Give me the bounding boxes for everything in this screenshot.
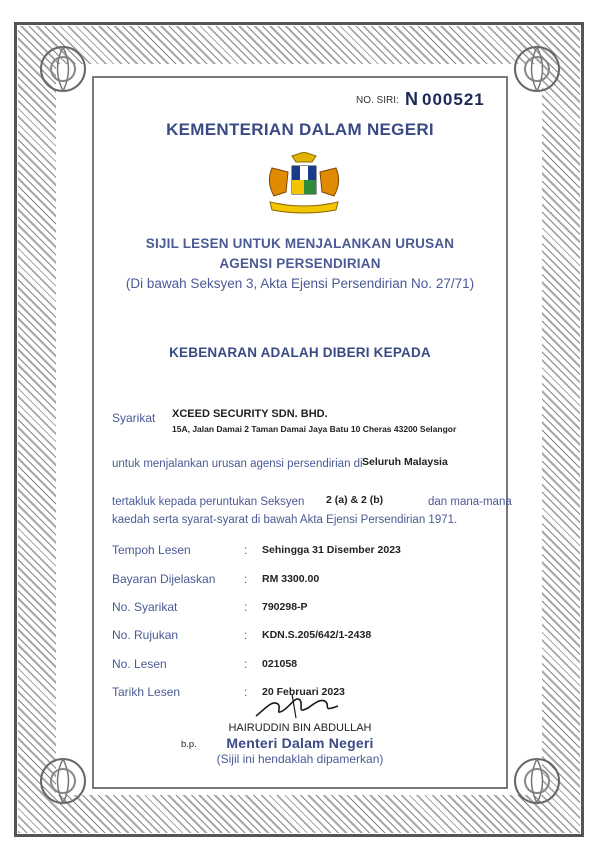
serial-label: NO. SIRI: [356,95,399,106]
detail-value: KDN.S.205/642/1-2438 [262,629,372,641]
detail-label: No. Lesen [112,657,167,671]
serial-number: 000521 [422,90,485,109]
coat-of-arms-icon [262,152,346,218]
signatory-bp: b.p. [181,739,197,750]
signature-icon [252,690,342,722]
serial-prefix: N [405,89,418,109]
conditions-text: tertakluk kepada peruntukan Seksyen [112,496,305,508]
corner-ornament-top-left [34,40,92,98]
company-name: XCEED SECURITY SDN. BHD. [172,408,328,420]
detail-value: Sehingga 31 Disember 2023 [262,544,401,556]
signatory-name: HAIRUDDIN BIN ABDULLAH [228,722,372,734]
company-label: Syarikat [112,411,156,425]
detail-label: No. Rujukan [112,628,179,642]
detail-label: Tarikh Lesen [112,685,181,699]
certificate-title-line2: AGENSI PERSENDIRIAN [219,256,381,271]
conditions-text-3: kaedah serta syarat-syarat di bawah Akta Ejensi Persendirian 1971. [112,514,458,526]
ministry-title: KEMENTERIAN DALAM NEGERI [166,120,434,139]
detail-colon: : [244,628,248,642]
scope-area: Seluruh Malaysia [362,456,448,468]
scope-text: untuk menjalankan urusan agensi persendirian di [112,458,363,470]
conditions-section: 2 (a) & 2 (b) [326,494,384,506]
detail-value: RM 3300.00 [262,573,320,585]
certificate-title-line3: (Di bawah Seksyen 3, Akta Ejensi Persendirian No. 27/71) [125,276,475,291]
detail-colon: : [244,572,248,586]
detail-label: Tempoh Lesen [112,543,191,557]
detail-value: 20 Februari 2023 [262,686,345,698]
signatory-title: Menteri Dalam Negeri [226,735,374,751]
detail-value: 790298-P [262,601,308,613]
grant-heading: KEBENARAN ADALAH DIBERI KEPADA [169,345,431,360]
detail-colon: : [244,657,248,671]
detail-label: Bayaran Dijelaskan [112,572,216,586]
conditions-text-2: dan mana-mana [428,496,512,508]
detail-colon: : [244,543,248,557]
detail-colon: : [244,600,248,614]
certificate-title-line1: SIJIL LESEN UNTUK MENJALANKAN URUSAN [145,236,455,251]
detail-value: 021058 [262,658,298,670]
detail-label: No. Syarikat [112,600,178,614]
company-address: 15A, Jalan Damai 2 Taman Damai Jaya Batu 10 Cheras 43200 Selangor [172,424,457,434]
detail-colon: : [244,685,248,699]
display-note: (Sijil ini hendaklah dipamerkan) [216,752,384,766]
corner-ornament-top-right [508,40,566,98]
